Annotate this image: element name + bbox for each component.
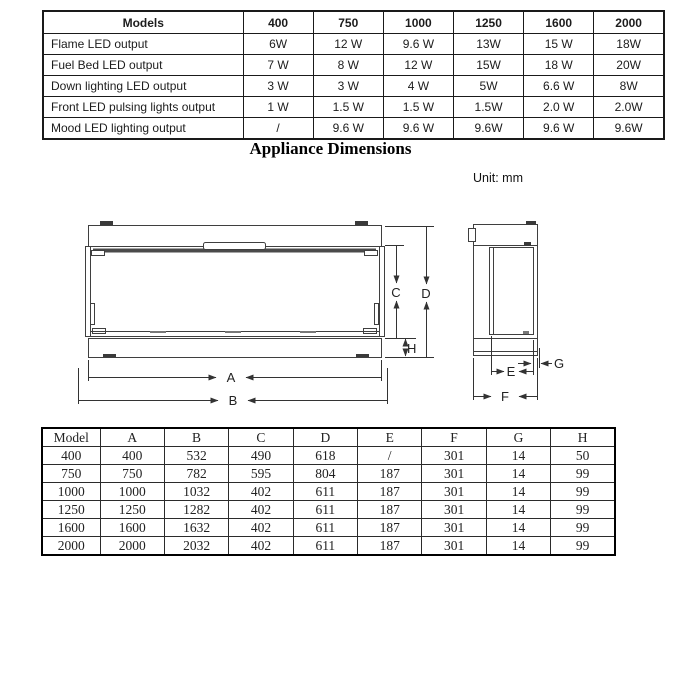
cell: 12 W [313, 34, 383, 55]
cell: 1 W [243, 97, 313, 118]
fuel-bed-tick [300, 331, 316, 333]
table-header-row [42, 428, 615, 447]
cell: 750 [100, 465, 164, 483]
cell: 301 [422, 501, 486, 519]
cell: 14 [486, 483, 550, 501]
col-header-1250: 1250 [453, 11, 523, 34]
cell: 14 [486, 519, 550, 537]
cell: 187 [358, 519, 422, 537]
cell: 9.6W [594, 118, 664, 140]
table-row [42, 537, 615, 556]
cell: 1282 [164, 501, 228, 519]
row-label: Flame LED output [43, 34, 243, 55]
col-header-1600: 1600 [524, 11, 594, 34]
glass-body [86, 247, 385, 337]
col-header-c: C [229, 428, 293, 447]
cell: 490 [229, 447, 293, 465]
col-header-400: 400 [243, 11, 313, 34]
row-label: Down lighting LED output [43, 76, 243, 97]
cell: 8 W [313, 55, 383, 76]
cell: 5W [453, 76, 523, 97]
cell: 187 [358, 483, 422, 501]
table-row [42, 447, 615, 465]
cell: 1.5 W [383, 97, 453, 118]
cell: 3 W [243, 76, 313, 97]
col-header-1000: 1000 [383, 11, 453, 34]
table-row [43, 76, 664, 97]
table-header-row [43, 11, 664, 34]
bottom-cap [89, 339, 382, 358]
cell: 611 [293, 519, 357, 537]
table-row [43, 55, 664, 76]
cell: 301 [422, 465, 486, 483]
cell: 15W [453, 55, 523, 76]
bottom-mount-tab [356, 354, 369, 357]
dim-label-f: F [501, 389, 509, 404]
appliance-dimension-diagram [0, 210, 697, 420]
fuel-bed-tick [150, 331, 166, 333]
col-header-e: E [358, 428, 422, 447]
col-header-a: A [100, 428, 164, 447]
side-view-drawing [469, 221, 538, 356]
cell: 6W [243, 34, 313, 55]
dim-label-a: A [226, 370, 236, 385]
dim-label-g: G [554, 356, 565, 371]
dim-label-d: D [421, 286, 431, 301]
cell: 1250 [42, 501, 100, 519]
cell: 804 [293, 465, 357, 483]
table-row [42, 519, 615, 537]
cell: 9.6 W [524, 118, 594, 140]
col-header-b: B [164, 428, 228, 447]
col-header-2000: 2000 [594, 11, 664, 34]
cell: 301 [422, 483, 486, 501]
appliance-dimensions-table [41, 427, 616, 556]
cell: 2.0W [594, 97, 664, 118]
cell: / [243, 118, 313, 140]
handle [204, 243, 266, 250]
col-header-d: D [293, 428, 357, 447]
corner-bracket [365, 251, 378, 256]
side-inner-mark [524, 242, 531, 246]
side-fuel-tick [523, 331, 529, 334]
cell: 1632 [164, 519, 228, 537]
row-label: Front LED pulsing lights output [43, 97, 243, 118]
dim-label-b: B [228, 393, 238, 408]
cell: 9.6 W [383, 118, 453, 140]
unit-label: Unit: mm [473, 171, 523, 185]
cell: 400 [42, 447, 100, 465]
col-header-h: H [551, 428, 615, 447]
cell: 18 W [524, 55, 594, 76]
cell: 12 W [383, 55, 453, 76]
table-row [42, 483, 615, 501]
cell: 9.6W [453, 118, 523, 140]
cell: 3 W [313, 76, 383, 97]
page-title: Appliance Dimensions [249, 139, 412, 158]
cell: 187 [358, 465, 422, 483]
cell: 611 [293, 501, 357, 519]
row-label: Mood LED lighting output [43, 118, 243, 140]
cell: 1600 [42, 519, 100, 537]
side-top-mark [526, 221, 536, 225]
cell: 595 [229, 465, 293, 483]
cell: 782 [164, 465, 228, 483]
cell: 2032 [164, 537, 228, 556]
col-header-750: 750 [313, 11, 383, 34]
dim-label-e: E [506, 364, 516, 379]
cell: 611 [293, 537, 357, 556]
cell: 99 [551, 483, 615, 501]
cell: 8W [594, 76, 664, 97]
cell: 9.6 W [383, 34, 453, 55]
led-power-table [42, 10, 665, 140]
cell: 618 [293, 447, 357, 465]
cell: 1250 [100, 501, 164, 519]
cell: 400 [100, 447, 164, 465]
bottom-mount-tab [103, 354, 116, 357]
cell: 7 W [243, 55, 313, 76]
side-inner-panel [490, 248, 534, 335]
cell: 402 [229, 519, 293, 537]
cell: 402 [229, 537, 293, 556]
table-row [43, 118, 664, 140]
cell: 611 [293, 483, 357, 501]
cell: 301 [422, 519, 486, 537]
cell: 187 [358, 537, 422, 556]
cell: 402 [229, 483, 293, 501]
row-label: Fuel Bed LED output [43, 55, 243, 76]
cell: 301 [422, 537, 486, 556]
cell: 301 [422, 447, 486, 465]
cell: 6.6 W [524, 76, 594, 97]
cell: 187 [358, 501, 422, 519]
top-mount-tab [100, 221, 113, 225]
cell: 99 [551, 537, 615, 556]
side-top-tab [469, 229, 476, 242]
cell: 1032 [164, 483, 228, 501]
side-bracket [375, 304, 379, 325]
fuel-bed-tick [225, 331, 241, 333]
cell: 15 W [524, 34, 594, 55]
cell: 2000 [42, 537, 100, 556]
cell: 2000 [100, 537, 164, 556]
cell: 1.5W [453, 97, 523, 118]
cell: 402 [229, 501, 293, 519]
cell: 14 [486, 537, 550, 556]
cell: 1.5 W [313, 97, 383, 118]
col-header-models: Models [43, 11, 243, 34]
table-row [42, 465, 615, 483]
col-header-model: Model [42, 428, 100, 447]
cell: 1000 [100, 483, 164, 501]
side-bracket [91, 304, 95, 325]
cell: 1600 [100, 519, 164, 537]
top-mount-tab [355, 221, 368, 225]
table-row [42, 501, 615, 519]
table-row [43, 97, 664, 118]
cell: 750 [42, 465, 100, 483]
cell: 9.6 W [313, 118, 383, 140]
corner-bracket [92, 251, 105, 256]
front-view-drawing [86, 221, 385, 358]
cell: 99 [551, 501, 615, 519]
cell: 18W [594, 34, 664, 55]
cell: 14 [486, 501, 550, 519]
cell: 99 [551, 465, 615, 483]
cell: 14 [486, 447, 550, 465]
cell: 532 [164, 447, 228, 465]
cell: 2.0 W [524, 97, 594, 118]
cell: 14 [486, 465, 550, 483]
table-row [43, 34, 664, 55]
cell: 1000 [42, 483, 100, 501]
cell: 50 [551, 447, 615, 465]
col-header-g: G [486, 428, 550, 447]
cell: 4 W [383, 76, 453, 97]
dim-label-h: H [407, 341, 417, 356]
cell: 13W [453, 34, 523, 55]
col-header-f: F [422, 428, 486, 447]
cell: 99 [551, 519, 615, 537]
cell: / [358, 447, 422, 465]
cell: 20W [594, 55, 664, 76]
dim-label-c: C [391, 285, 401, 300]
